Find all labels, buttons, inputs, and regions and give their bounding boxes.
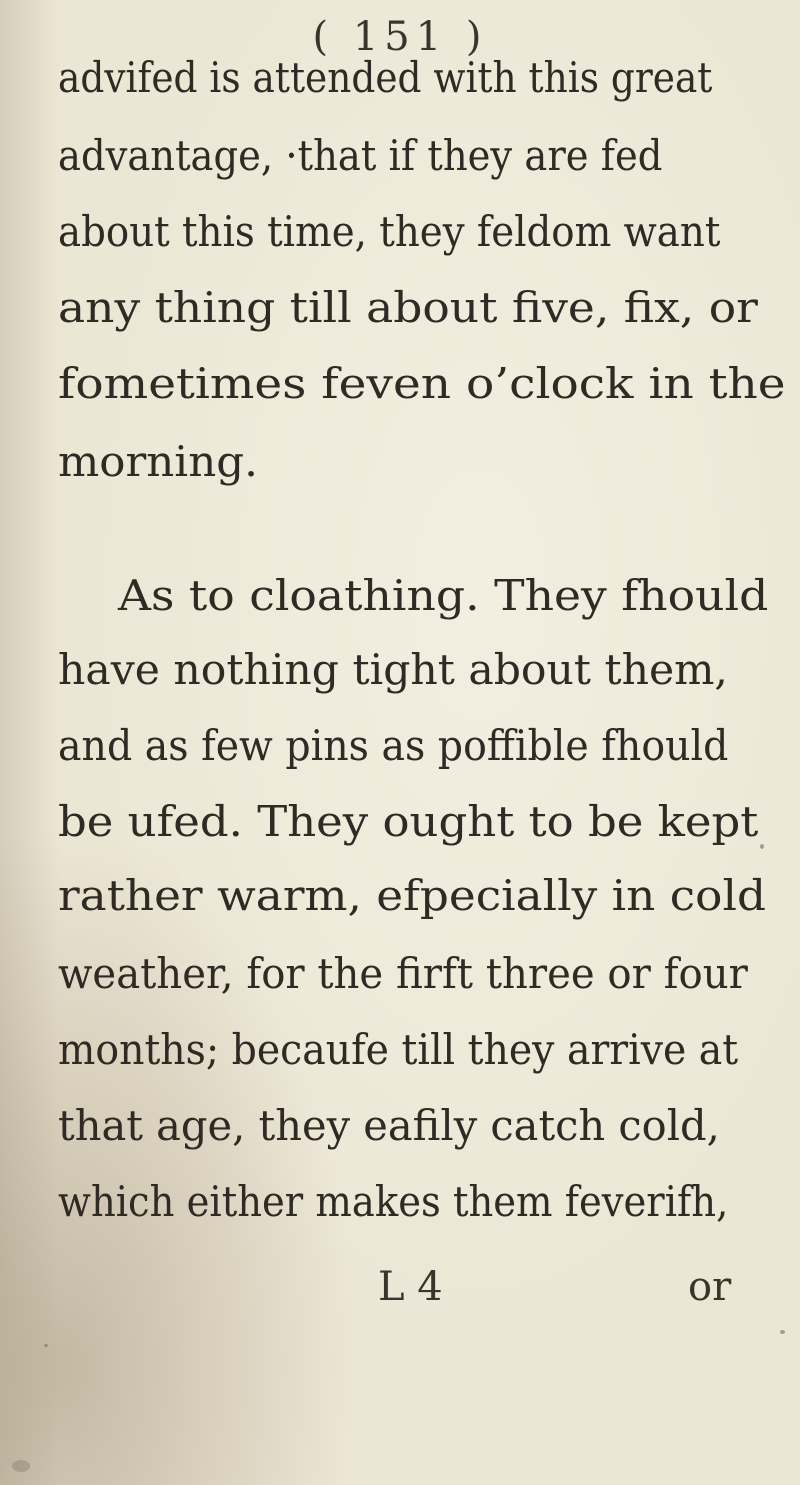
text-line: about this time, they feldom want — [58, 207, 721, 256]
text-line: fometimes feven o’clock in the — [58, 359, 786, 408]
text-line: be ufed. They ought to be kept — [58, 797, 759, 846]
paper-speck — [780, 1330, 785, 1334]
paper-speck — [760, 844, 764, 849]
page-number-header: ( 151 ) — [312, 14, 488, 60]
text-line: and as few pins as poffible fhould — [58, 721, 729, 770]
text-line: that age, they eafily catch cold, — [58, 1101, 720, 1150]
text-line: advifed is attended with this great — [58, 53, 713, 102]
text-line: any thing till about five, fix, or — [58, 283, 758, 332]
text-line: morning. — [58, 437, 258, 486]
text-line: which either makes them feverifh, — [58, 1177, 729, 1226]
text-line: have nothing tight about them, — [58, 645, 728, 694]
text-line: As to cloathing. They fhould — [118, 571, 769, 620]
paper-speck — [12, 1460, 30, 1472]
signature-mark: L 4 — [378, 1264, 443, 1310]
text-line: weather, for the firft three or four — [58, 949, 748, 998]
text-line: advantage, ·that if they are fed — [58, 131, 663, 180]
text-line: rather warm, efpecially in cold — [58, 871, 766, 920]
catchword: or — [688, 1264, 732, 1310]
paper-speck — [44, 1344, 48, 1347]
text-line: months; becaufe till they arrive at — [58, 1025, 739, 1074]
